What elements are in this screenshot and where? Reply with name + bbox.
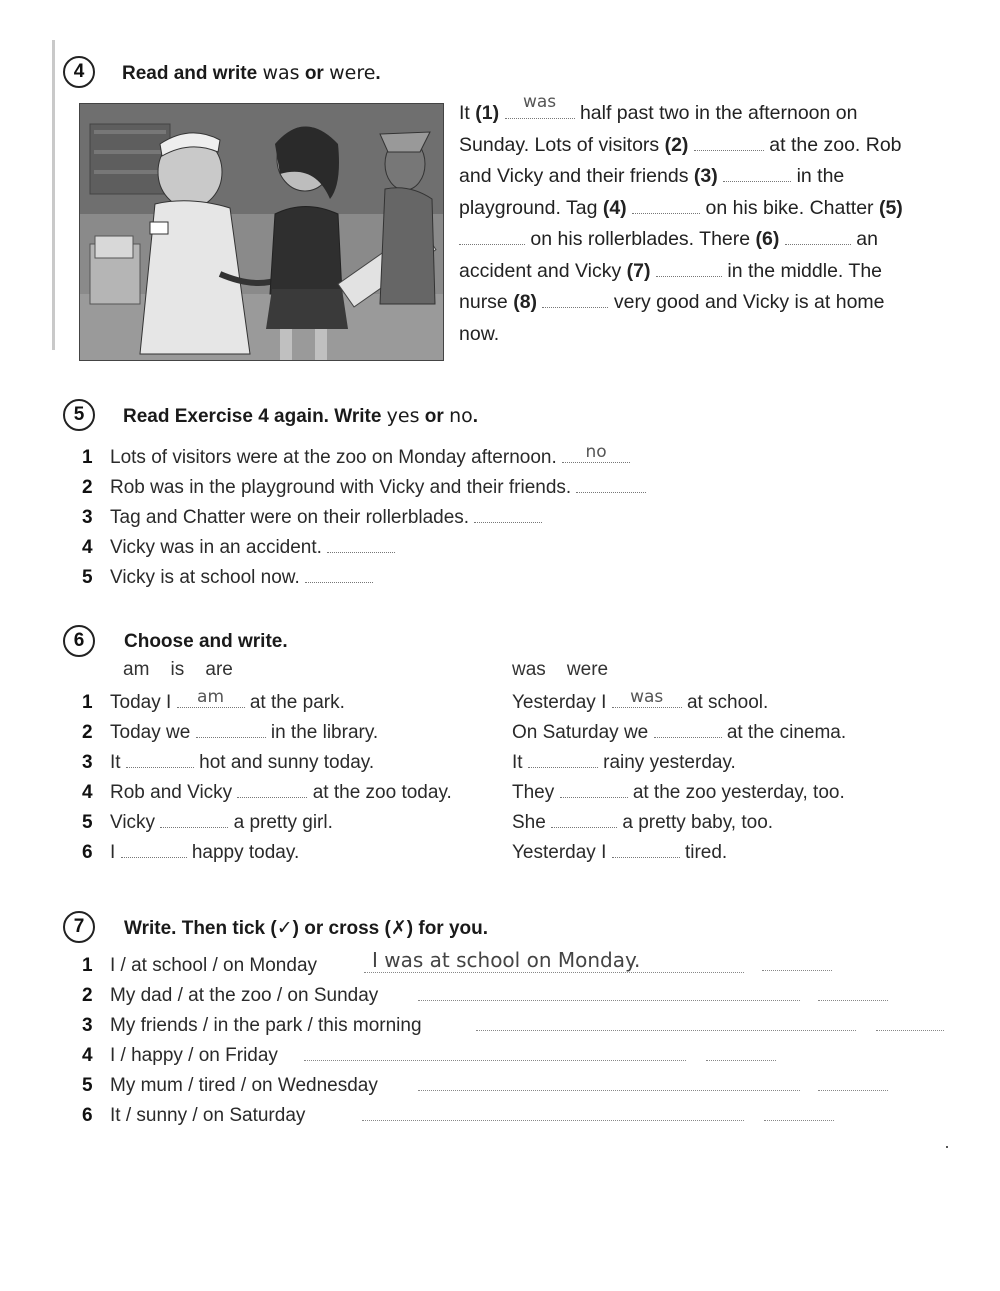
exercise-7-number: 7 [63, 911, 95, 943]
ex7-answer-3[interactable] [476, 1030, 856, 1031]
item-text: Yesterday I [512, 692, 607, 713]
item-number: 3 [82, 507, 93, 528]
ex6-left-item [82, 719, 378, 744]
passage-text: in the middle. The nurse [459, 259, 883, 313]
item-text: She [512, 812, 546, 833]
gap-2-input[interactable] [694, 132, 764, 151]
ex6-left-item [82, 809, 333, 834]
item-number: 1 [82, 955, 93, 976]
item-number: 3 [82, 752, 93, 773]
ex7-answer-6[interactable] [362, 1120, 744, 1121]
ex5-item [82, 444, 630, 469]
bank-word: is [170, 659, 185, 680]
item-number: 1 [82, 447, 93, 468]
gap-6-input[interactable] [785, 226, 851, 245]
zoo-nurse-illustration [79, 103, 444, 361]
gap-3-input[interactable] [723, 163, 791, 182]
ex5-answer-4[interactable] [327, 534, 395, 553]
passage-text: on his bike. Chatter [705, 196, 874, 219]
ex6-right-answer-6[interactable] [612, 839, 680, 858]
title-part: . [375, 63, 381, 84]
title-part: or [304, 63, 324, 84]
item-text: They [512, 782, 555, 803]
ex6-right-item [512, 749, 736, 774]
ex7-item [82, 1075, 378, 1097]
ex5-answer-1[interactable] [562, 444, 630, 463]
item-text: Today we [110, 722, 191, 743]
item-text: Today I [110, 692, 172, 713]
title-part: or [424, 406, 444, 427]
exercise-5-title [123, 405, 478, 428]
exercise-5-number: 5 [63, 399, 95, 431]
exercise-4-passage [459, 91, 909, 350]
page-dot [946, 1146, 948, 1148]
gap-number: (5) [878, 196, 903, 219]
ex6-right-item [512, 779, 845, 804]
exercise-6-title: Choose and write. [124, 631, 288, 652]
item-prompt: My dad / at the zoo / on Sunday [110, 985, 379, 1006]
title-word: yes [386, 405, 420, 427]
ex5-answer-3[interactable] [474, 504, 542, 523]
item-text: a pretty girl. [233, 812, 333, 833]
passage-text: It [459, 102, 470, 124]
ex7-tick-box-1[interactable] [762, 970, 832, 971]
passage-text: half past two in the afternoon on Sunday. Lots of visitors [459, 102, 858, 156]
item-text: On Saturday we [512, 722, 649, 743]
item-number: 5 [82, 1075, 93, 1096]
word-bank-past [512, 659, 608, 681]
item-text: Vicky was in an accident. [110, 537, 322, 558]
ex5-item [82, 564, 373, 589]
ex6-right-item [512, 719, 846, 744]
item-number: 2 [82, 985, 93, 1006]
title-word: no [449, 405, 473, 427]
item-number: 5 [82, 567, 93, 588]
item-number: 6 [82, 842, 93, 863]
bank-word: was [512, 659, 546, 680]
item-number: 4 [82, 537, 93, 558]
gap-number: (7) [626, 259, 651, 282]
ex7-item [82, 1105, 305, 1127]
ex6-left-item [82, 749, 374, 774]
item-text: at the zoo yesterday, too. [632, 782, 845, 803]
item-text: at the cinema. [726, 722, 847, 743]
ex6-left-item [82, 779, 452, 804]
item-text: Rob was in the playground with Vicky and their friends. [110, 477, 572, 498]
ex7-tick-box-6[interactable] [764, 1120, 834, 1121]
ex5-item [82, 534, 395, 559]
item-text: at school. [686, 692, 769, 713]
item-text: It [512, 752, 523, 773]
gap-number: (6) [755, 228, 780, 250]
item-number: 3 [82, 1015, 93, 1036]
ex6-right-item [512, 839, 727, 864]
title-word: was [262, 62, 300, 84]
bank-word: were [566, 659, 609, 680]
item-text: Lots of visitors were at the zoo on Monday afternoon. [110, 447, 557, 468]
ex7-item [82, 1045, 278, 1067]
ex7-tick-box-5[interactable] [818, 1090, 888, 1091]
gap-1-input[interactable] [505, 91, 575, 119]
title-part: Read and write [122, 63, 258, 84]
gap-number: (3) [693, 165, 718, 187]
item-text: at the zoo today. [312, 782, 452, 803]
item-prompt: I / happy / on Friday [110, 1045, 278, 1066]
item-text: Vicky is at school now. [110, 567, 300, 588]
ex5-answer-5[interactable] [305, 564, 373, 583]
title-word: were [329, 62, 376, 84]
ex7-answer-5[interactable] [418, 1090, 800, 1091]
passage-text: very good and Vicky is at home now. [459, 291, 885, 345]
ex6-left-answer-6[interactable] [121, 839, 187, 858]
item-text: a pretty baby, too. [622, 812, 774, 833]
ex7-tick-box-3[interactable] [876, 1030, 944, 1031]
ex7-item [82, 985, 378, 1007]
passage-text: an accident and Vicky [459, 228, 878, 282]
item-text: tired. [684, 842, 728, 863]
gap-1-answer: was [522, 91, 557, 112]
gap-5-input[interactable] [459, 226, 525, 245]
gap-number: (8) [513, 291, 538, 313]
ex5-item [82, 474, 646, 499]
ex7-answer-1[interactable] [364, 948, 744, 973]
passage-text: at the zoo. Rob and Vicky and their friends [459, 133, 902, 187]
item-text: rainy yesterday. [603, 752, 736, 773]
ex7-item [82, 1015, 422, 1037]
answer-text: I was at school on Monday. [372, 948, 641, 972]
ex5-item [82, 504, 542, 529]
answer-text: no [585, 442, 607, 462]
title-part: Read Exercise 4 again. Write [123, 406, 382, 427]
answer-text: am [197, 687, 225, 707]
ex6-right-answer-5[interactable] [551, 809, 617, 828]
gap-number: (2) [664, 133, 689, 156]
ex6-left-item [82, 689, 345, 714]
passage-text: on his rollerblades. There [530, 228, 751, 250]
ex6-right-answer-1[interactable] [612, 689, 682, 708]
answer-text: was [630, 687, 664, 707]
illustration-svg [80, 104, 444, 361]
item-text: at the park. [249, 692, 345, 713]
ex7-tick-box-2[interactable] [818, 1000, 888, 1001]
ex5-answer-2[interactable] [576, 474, 646, 493]
item-text: in the library. [270, 722, 379, 743]
exercise-4-number: 4 [63, 56, 95, 88]
ex6-left-answer-5[interactable] [160, 809, 228, 828]
ex6-left-answer-1[interactable] [177, 689, 245, 708]
page-edge [52, 40, 55, 350]
item-text: It [110, 752, 121, 773]
gap-number: (4) [602, 196, 627, 219]
ex7-item [82, 955, 317, 977]
item-prompt: My friends / in the park / this morning [110, 1015, 422, 1036]
ex6-right-item [512, 809, 773, 834]
item-number: 4 [82, 1045, 93, 1066]
item-number: 6 [82, 1105, 93, 1126]
item-text: Vicky [110, 812, 156, 833]
gap-8-input[interactable] [542, 289, 608, 308]
item-text: Rob and Vicky [110, 782, 233, 803]
ex6-right-answer-3[interactable] [528, 749, 598, 768]
ex6-left-answer-4[interactable] [237, 779, 307, 798]
gap-number: (1) [475, 102, 500, 124]
bank-word: are [205, 659, 233, 680]
item-prompt: My mum / tired / on Wednesday [110, 1075, 378, 1096]
passage-text: in the playground. Tag [459, 165, 845, 219]
ex6-left-item [82, 839, 299, 864]
word-bank-present [123, 659, 233, 681]
item-number: 1 [82, 692, 93, 713]
bank-word: am [123, 659, 150, 680]
ex7-answer-4[interactable] [304, 1060, 686, 1061]
ex7-answer-2[interactable] [418, 1000, 800, 1001]
item-prompt: I / at school / on Monday [110, 955, 318, 976]
item-number: 5 [82, 812, 93, 833]
exercise-6-number: 6 [63, 625, 95, 657]
item-text: hot and sunny today. [199, 752, 375, 773]
item-number: 4 [82, 782, 93, 803]
ex6-left-answer-3[interactable] [126, 749, 194, 768]
exercise-7-title: Write. Then tick (✓) or cross (✗) for you. [124, 918, 489, 939]
item-number: 2 [82, 722, 93, 743]
ex6-right-item [512, 689, 768, 714]
ex7-tick-box-4[interactable] [706, 1060, 776, 1061]
item-text: I [110, 842, 116, 863]
ex6-right-answer-2[interactable] [654, 719, 722, 738]
gap-4-input[interactable] [632, 195, 700, 214]
item-number: 2 [82, 477, 93, 498]
item-text: Yesterday I [512, 842, 607, 863]
gap-7-input[interactable] [656, 258, 722, 277]
item-text: Tag and Chatter were on their rollerblades. [110, 507, 470, 528]
ex6-left-answer-2[interactable] [196, 719, 266, 738]
item-text: happy today. [191, 842, 300, 863]
title-part: . [472, 406, 479, 427]
ex6-right-answer-4[interactable] [560, 779, 628, 798]
exercise-4-title [122, 62, 381, 85]
item-prompt: It / sunny / on Saturday [110, 1105, 306, 1126]
